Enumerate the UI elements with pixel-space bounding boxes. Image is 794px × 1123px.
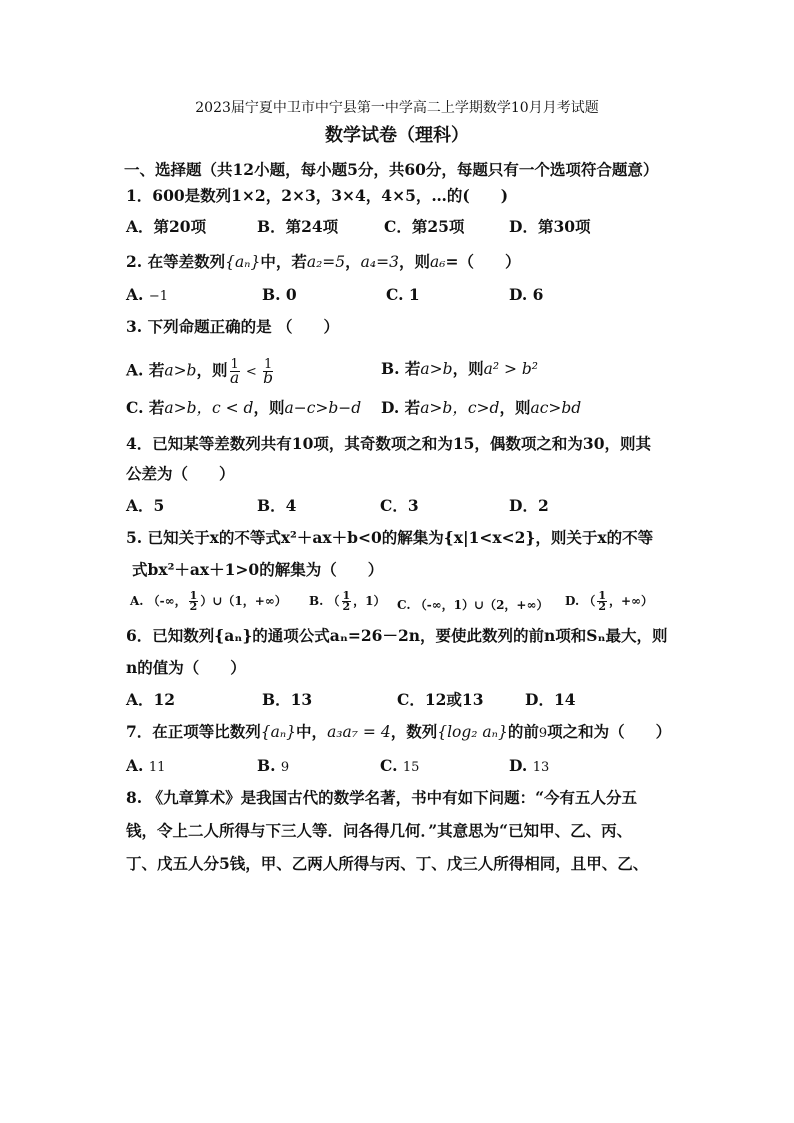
- question-6-option-c: C．12或13: [397, 690, 484, 709]
- question-2-option-a: A. −1: [126, 285, 169, 304]
- question-5-option-c: C. （-∞，1）∪（2，+∞）: [397, 598, 549, 612]
- question-2-mid2: ，则: [398, 252, 430, 271]
- question-5-option-d: D. （ $\frac{1}{2}$ ，+∞）: [565, 589, 654, 613]
- question-5-option-b: B. （ $\frac{1}{2}$ ，1）: [309, 589, 386, 613]
- question-6-stem-line-2: n的值为（ ）: [126, 658, 246, 677]
- question-8-stem-line-2: 钱，令上二人所得与下三人等．问各得几何．”其意思为“已知甲、乙、丙、: [126, 821, 633, 840]
- question-2-mid1: 中，若: [260, 252, 307, 271]
- question-2-sequence: {aₙ}: [225, 253, 261, 271]
- question-5-stem-line-1: 5. 已知关于x的不等式x²＋ax＋b<0的解集为{x|1<x<2}，则关于x的不等: [126, 528, 654, 547]
- fraction-one-half: $\frac{1}{2}$: [598, 589, 606, 613]
- question-5-option-a: A. （-∞， $\frac{1}{2}$ ）∪（1，+∞）: [130, 589, 287, 613]
- question-6-option-b: B．13: [262, 690, 313, 709]
- question-2-lead: 2. 在等差数列: [126, 252, 226, 271]
- question-2-option-b: B. 0: [262, 285, 297, 304]
- question-2-condition-2: a₄=3: [360, 253, 399, 271]
- question-2-sep: ，: [345, 252, 361, 271]
- question-1-option-d: D．第30项: [509, 217, 591, 236]
- question-4-option-b: B．4: [257, 496, 297, 515]
- question-4-stem-line-1: 4．已知某等差数列共有10项，其奇数项之和为15，偶数项之和为30，则其: [126, 434, 651, 453]
- question-7-option-d: D. 13: [509, 756, 550, 775]
- question-6-stem-line-1: 6．已知数列{aₙ}的通项公式aₙ=26－2n，要使此数列的前n项和Sₙ最大，则: [126, 626, 668, 645]
- question-4-option-a: A．5: [126, 496, 165, 515]
- question-2-condition-1: a₂=5: [306, 253, 346, 271]
- question-6-option-a: A．12: [126, 690, 176, 709]
- question-6-option-d: D．14: [525, 690, 576, 709]
- question-7-stem: 7．在正项等比数列{aₙ}中，a₃a₇ = 4，数列{log₂ aₙ}的前9项之和为（ ）: [126, 722, 672, 741]
- question-4-option-c: C．3: [380, 496, 419, 515]
- question-1-option-b: B．第24项: [257, 217, 339, 236]
- fraction-one-half: $\frac{1}{2}$: [342, 589, 351, 613]
- question-7-option-c: C. 15: [380, 756, 420, 775]
- question-7-option-b: B. 9: [257, 756, 290, 775]
- question-4-option-d: D．2: [509, 496, 549, 515]
- fraction-one-half: $\frac{1}{2}$: [189, 589, 198, 613]
- section-title: 一、选择题（共12小题，每小题5分，共60分，每题只有一个选项符合题意）: [124, 160, 659, 179]
- question-3-stem: 3. 下列命题正确的是 （ ）: [126, 317, 339, 336]
- question-1-stem: 1．600是数列1×2，2×3，3×4，4×5，…的( ): [126, 186, 509, 205]
- question-2-target: a₆: [430, 253, 446, 271]
- question-1-option-c: C．第25项: [384, 217, 465, 236]
- question-3-option-c: C. 若a>b，c < d，则a−c>b−d: [126, 398, 362, 417]
- question-2-option-c: C. 1: [386, 285, 420, 304]
- question-4-stem-line-2: 公差为（ ）: [126, 464, 235, 483]
- exam-title: 2023届宁夏中卫市中宁县第一中学高二上学期数学10月月考试题: [195, 100, 599, 116]
- fraction-one-over-a: $\frac{1}{a}$: [230, 357, 240, 387]
- question-5-stem-line-2: 式bx²＋ax＋1>0的解集为（ ）: [132, 560, 384, 579]
- question-8-stem-line-1: 8. 《九章算术》是我国古代的数学名著，书中有如下问题：“今有五人分五: [126, 788, 637, 807]
- question-1-option-a: A．第20项: [126, 217, 207, 236]
- question-2-stem: [126, 252, 520, 272]
- question-2-tail: =（ ）: [445, 252, 521, 271]
- question-3-option-a: A. 若a>b，则 $\frac{1}{a}$ < $\frac{1}{b}$: [126, 357, 274, 387]
- question-7-option-a: A. 11: [126, 756, 166, 775]
- fraction-one-over-b: $\frac{1}{b}$: [263, 357, 274, 387]
- question-8-stem-line-3: 丁、戊五人分5钱，甲、乙两人所得与丙、丁、戊三人所得相同，且甲、乙、: [126, 854, 649, 873]
- question-3-option-d: D. 若a>b，c>d，则ac>bd: [381, 398, 582, 417]
- question-3-option-b: B. 若a>b，则a² > b²: [381, 359, 539, 378]
- paper-title: 数学试卷（理科）: [325, 125, 469, 146]
- question-2-option-d: D. 6: [509, 285, 544, 304]
